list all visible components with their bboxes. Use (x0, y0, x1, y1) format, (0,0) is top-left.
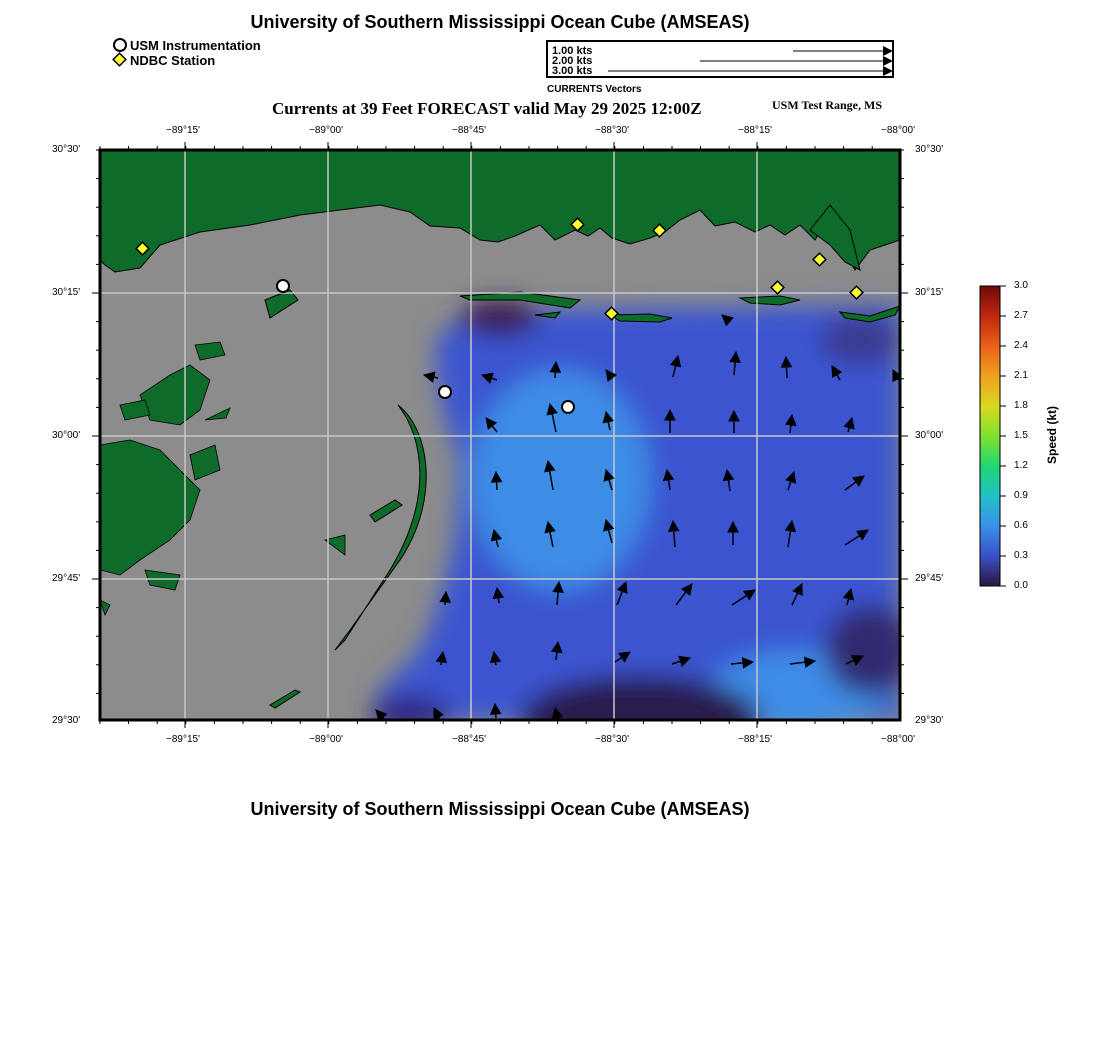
colorbar-label: 1.8 (1014, 400, 1028, 411)
current-vector-shaft (786, 367, 787, 378)
y-tick-right: 30°30' (915, 144, 944, 155)
x-tick-top: −88°15' (738, 125, 772, 136)
y-tick-right: 30°15' (915, 287, 944, 298)
map-subtitle: Currents at 39 Feet FORECAST valid May 29 2025 12:00Z (272, 99, 702, 118)
x-tick-top: −89°00' (309, 125, 343, 136)
usm-station-marker (277, 280, 289, 292)
y-tick-left: 30°00' (52, 430, 81, 441)
colorbar-label: 2.1 (1014, 370, 1028, 381)
colorbar-label: 2.4 (1014, 340, 1028, 351)
current-vector-shaft (498, 598, 499, 603)
current-vector-shaft (790, 425, 791, 433)
legend-usm-label: USM Instrumentation (130, 38, 261, 53)
vector-key-row-1: 1.00 kts (552, 45, 593, 57)
y-tick-left: 30°30' (52, 144, 81, 155)
colorbar-label: 3.0 (1014, 280, 1028, 291)
footer-title: University of Southern Mississippi Ocean Cube (AMSEAS) (250, 799, 750, 819)
current-vector-shaft (434, 377, 438, 378)
colorbar-label: 0.9 (1014, 490, 1028, 501)
current-vector-shaft (556, 652, 557, 660)
map-title: University of Southern Mississippi Ocean Cube (AMSEAS) (250, 12, 750, 32)
colorbar-label: 0.3 (1014, 550, 1028, 561)
usm-station-marker (562, 401, 574, 413)
colorbar-title: Speed (kt) (1045, 406, 1059, 465)
x-tick-top: −88°45' (452, 125, 486, 136)
usm-station-marker (439, 386, 451, 398)
x-tick-bottom: −89°15' (166, 734, 200, 745)
range-label: USM Test Range, MS (772, 98, 883, 112)
colorbar (980, 286, 1000, 586)
vector-key-row-2: 2.00 kts (552, 55, 593, 67)
colorbar-label: 2.7 (1014, 310, 1028, 321)
y-tick-right: 29°45' (915, 573, 944, 584)
x-tick-top: −88°00' (881, 125, 915, 136)
x-tick-bottom: −89°00' (309, 734, 343, 745)
x-tick-bottom: −88°00' (881, 734, 915, 745)
colorbar-label: 1.5 (1014, 430, 1028, 441)
y-tick-right: 30°00' (915, 430, 944, 441)
y-tick-left: 29°30' (52, 715, 81, 726)
x-tick-top: −89°15' (166, 125, 200, 136)
vector-key-caption: CURRENTS Vectors (547, 84, 642, 95)
x-tick-bottom: −88°45' (452, 734, 486, 745)
y-tick-left: 30°15' (52, 287, 81, 298)
legend-ndbc-label: NDBC Station (130, 53, 216, 68)
x-tick-top: −88°30' (595, 125, 629, 136)
vector-key-row-3: 3.00 kts (552, 65, 593, 77)
y-tick-left: 29°45' (52, 573, 81, 584)
colorbar-label: 1.2 (1014, 460, 1028, 471)
y-tick-right: 29°30' (915, 715, 944, 726)
x-tick-bottom: −88°15' (738, 734, 772, 745)
colorbar-ticks (1000, 286, 1006, 586)
colorbar-label: 0.6 (1014, 520, 1028, 531)
x-tick-bottom: −88°30' (595, 734, 629, 745)
colorbar-label: 0.0 (1014, 580, 1028, 591)
